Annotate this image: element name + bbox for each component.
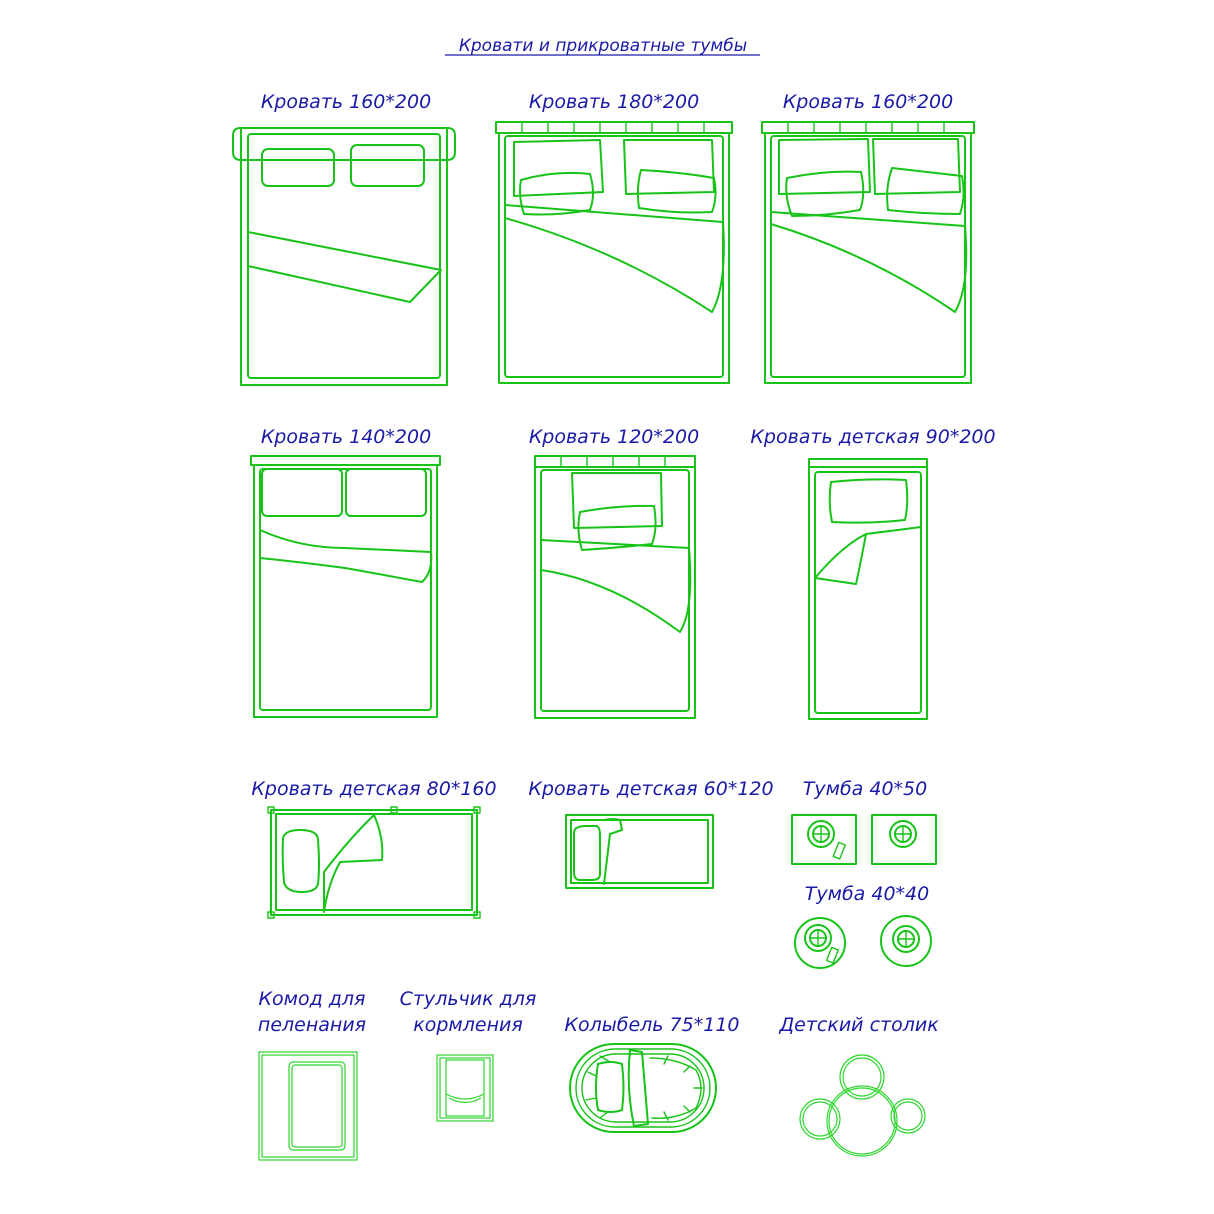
label-bed-160-a: Кровать 160*200 [260, 91, 432, 113]
nightstand-40x40-b-drawing [881, 916, 931, 966]
label-bed-180: Кровать 180*200 [528, 91, 700, 113]
label-changing-line1: Комод для [258, 988, 366, 1010]
kids-table-drawing [800, 1055, 925, 1156]
bed-140-drawing [251, 456, 440, 717]
nightstand-40x50-a-drawing [792, 815, 856, 864]
label-nightstand-40x50: Тумба 40*50 [802, 778, 928, 800]
bed-160-b-drawing [762, 122, 974, 383]
bed-kids-90-drawing [809, 459, 927, 719]
bed-120-drawing [535, 456, 695, 718]
label-cradle: Колыбель 75*110 [564, 1014, 740, 1036]
label-bed-kids-80: Кровать детская 80*160 [251, 778, 497, 800]
bed-160-a-drawing [233, 128, 455, 385]
label-bed-140: Кровать 140*200 [260, 426, 432, 448]
label-bed-120: Кровать 120*200 [528, 426, 700, 448]
label-bed-160-b: Кровать 160*200 [782, 91, 954, 113]
label-bed-kids-90: Кровать детская 90*200 [750, 426, 996, 448]
highchair-drawing [437, 1055, 493, 1121]
label-changing-line2: пеленания [257, 1014, 367, 1036]
bed-kids-80-drawing [268, 807, 480, 918]
label-highchair-line2: кормления [413, 1014, 523, 1036]
label-nightstand-40x40: Тумба 40*40 [804, 883, 930, 905]
sheet-title: Кровати и прикроватные тумбы [458, 36, 748, 56]
label-highchair-line1: Стульчик для [399, 988, 537, 1010]
cradle-drawing [570, 1044, 716, 1132]
label-bed-kids-60: Кровать детская 60*120 [528, 778, 774, 800]
nightstand-40x40-a-drawing [795, 918, 845, 968]
changing-dresser-drawing [259, 1052, 357, 1160]
bed-kids-60-drawing [566, 815, 713, 888]
label-kids-table: Детский столик [779, 1014, 939, 1036]
nightstand-40x50-b-drawing [872, 815, 936, 864]
bed-180-drawing [496, 122, 732, 383]
